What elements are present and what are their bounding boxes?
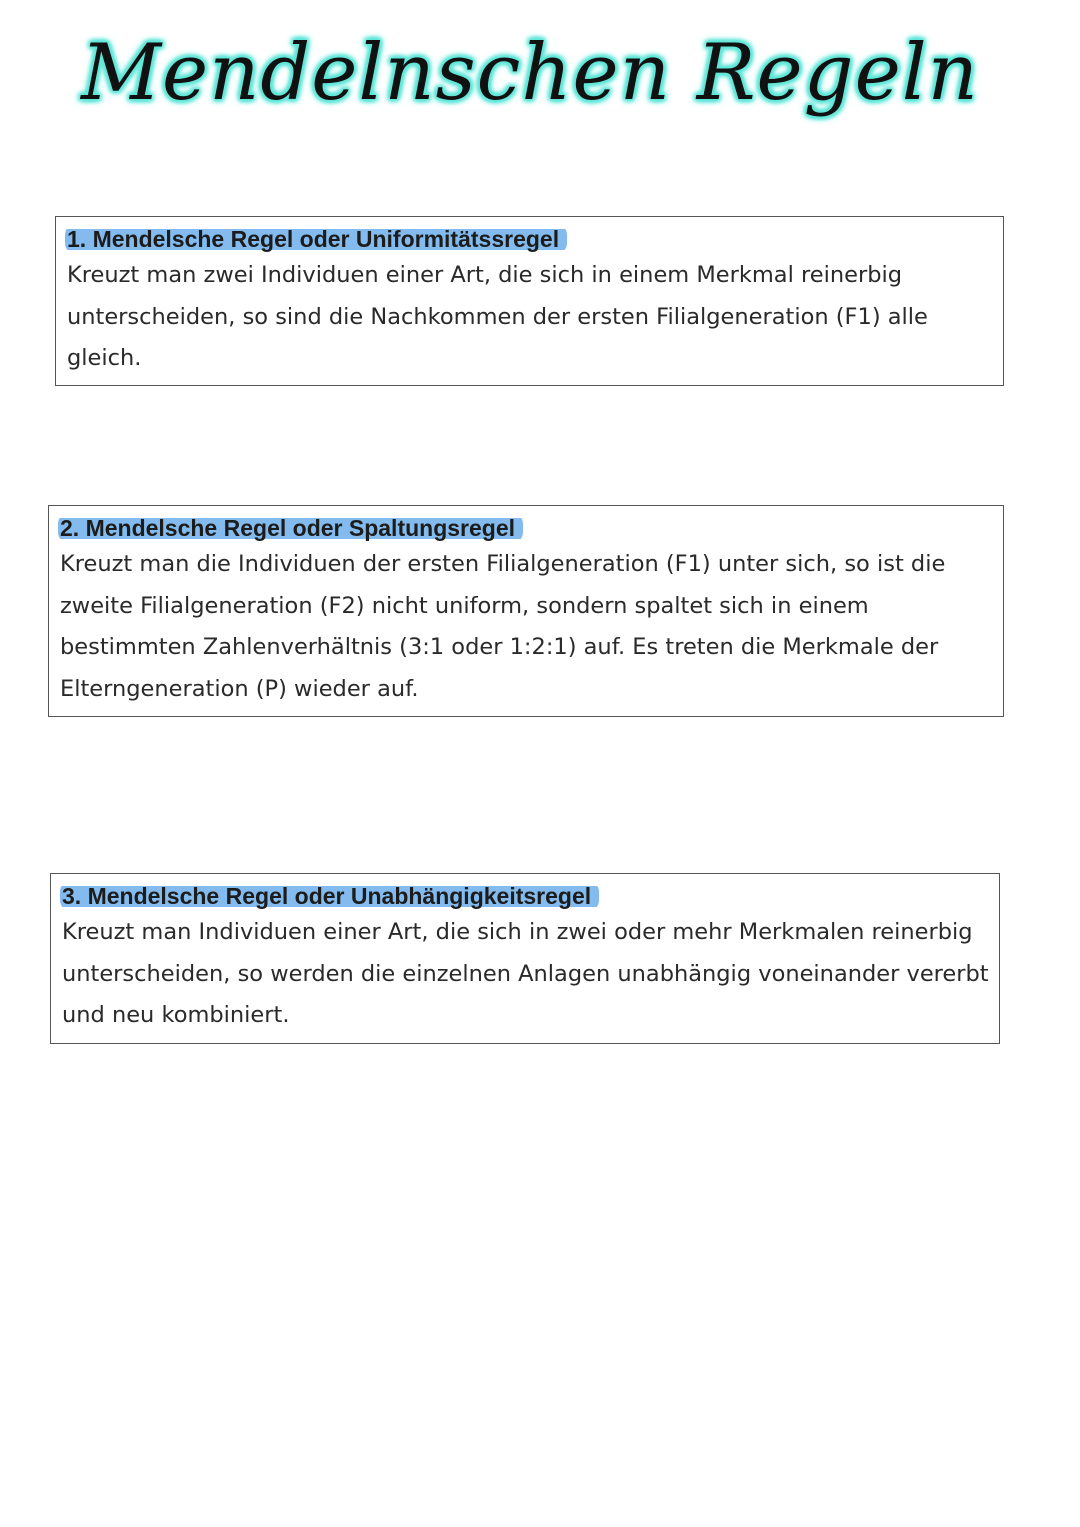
rule-heading-3: 3. Mendelsche Regel oder Unabhängigkeitsregel — [60, 880, 599, 912]
rule-box-3 — [50, 873, 1000, 1044]
rule-text-3: Kreuzt man Individuen einer Art, die sich in zwei oder mehr Merkmalen reinerbig unterscheiden, so werden die einzelnen Anlagen unabhängig voneinander vererbt und neu kombiniert. — [62, 919, 989, 1028]
rule-text-2: Kreuzt man die Individuen der ersten Filialgeneration (F1) unter sich, so ist die zweite Filialgeneration (F2) nicht uniform, sondern spaltet sich in einem bestimmten Zahlenverhältnis (3:1 oder 1:2:1) auf. Es treten die Merkmale der Elterngeneration (P) wieder auf. — [60, 551, 946, 702]
rule-text-1: Kreuzt man zwei Individuen einer Art, die sich in einem Merkmal reinerbig unterscheiden, so sind die Nachkommen der ersten Filialgeneration (F1) alle gleich. — [67, 262, 928, 371]
rule-heading-2: 2. Mendelsche Regel oder Spaltungsregel — [58, 512, 523, 544]
rule-heading-1: 1. Mendelsche Regel oder Uniformitätssregel — [65, 223, 567, 255]
page-title: Mendelnschen Regeln — [81, 28, 979, 118]
rule-box-1 — [55, 216, 1004, 386]
rule-box-2 — [48, 505, 1004, 717]
